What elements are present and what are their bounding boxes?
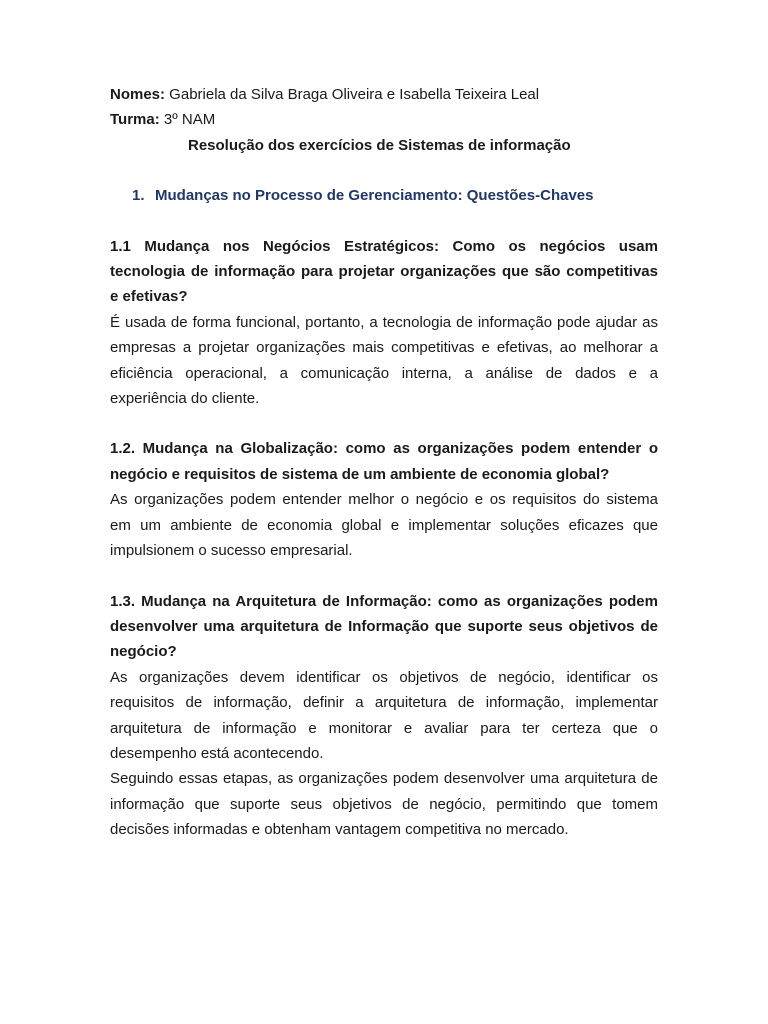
question-line: desenvolver uma arquitetura de Informação que suporte seus objetivos de xyxy=(110,617,658,635)
answer-line: desempenho está acontecendo. xyxy=(110,744,324,762)
answer-line: experiência do cliente. xyxy=(110,390,260,408)
question-1-1 xyxy=(110,234,658,310)
answer-line: arquitetura de informação e monitorar e avaliar para ter certeza que o xyxy=(110,719,658,737)
answer-line: É usada de forma funcional, portanto, a tecnologia de informação pode ajudar as xyxy=(110,313,658,331)
question-line: 1.3. Mudança na Arquitetura de Informação: como as organizações podem xyxy=(110,592,658,610)
class-value: 3º NAM xyxy=(159,111,216,129)
answer-1-2 xyxy=(110,487,658,563)
answer-line: requisitos de informação, definir a arquitetura de informação, implementar xyxy=(110,694,658,712)
answer-line: As organizações podem entender melhor o negócio e os requisitos do sistema xyxy=(110,491,658,509)
answer-line: empresas a projetar organizações mais competitivas e efetivas, ao melhorar a xyxy=(110,339,658,357)
document-title: Resolução dos exercícios de Sistemas de informação xyxy=(188,136,571,154)
answer-line: Seguindo essas etapas, as organizações podem desenvolver uma arquitetura de xyxy=(110,770,658,788)
question-line: 1.1 Mudança nos Negócios Estratégicos: Como os negócios usam xyxy=(110,237,658,255)
answer-line: decisões informadas e obtenham vantagem competitiva no mercado. xyxy=(110,821,569,839)
names-value: Gabriela da Silva Braga Oliveira e Isabella Teixeira Leal xyxy=(165,86,540,103)
section-title: Mudanças no Processo de Gerenciamento: Questões-Chaves xyxy=(155,187,594,205)
question-line: negócio? xyxy=(110,643,177,661)
class-line xyxy=(110,107,658,132)
answer-line: eficiência operacional, a comunicação interna, a análise de dados e a xyxy=(110,364,658,382)
class-label: Turma: xyxy=(110,111,160,129)
names-label: Nomes: xyxy=(110,86,166,103)
question-line: 1.2. Mudança na Globalização: como as organizações podem entender o xyxy=(110,440,658,458)
answer-1-3 xyxy=(110,665,658,843)
section-number: 1. xyxy=(132,187,145,205)
answer-line: informação que suporte seus objetivos de negócio, permitindo que tomem xyxy=(110,795,658,813)
names-line xyxy=(110,82,658,107)
document-page xyxy=(110,82,658,843)
answer-line: As organizações devem identificar os objetivos de negócio, identificar os xyxy=(110,668,658,686)
question-1-2 xyxy=(110,436,658,487)
answer-line: impulsionem o sucesso empresarial. xyxy=(110,542,353,560)
answer-1-1 xyxy=(110,310,658,412)
question-line: tecnologia de informação para projetar organizações que são competitivas xyxy=(110,263,658,281)
question-line: e efetivas? xyxy=(110,288,188,306)
question-line: negócio e requisitos de sistema de um ambiente de economia global? xyxy=(110,465,610,483)
section-heading xyxy=(110,183,658,208)
question-1-3 xyxy=(110,589,658,665)
answer-line: em um ambiente de economia global e implementar soluções eficazes que xyxy=(110,516,658,534)
